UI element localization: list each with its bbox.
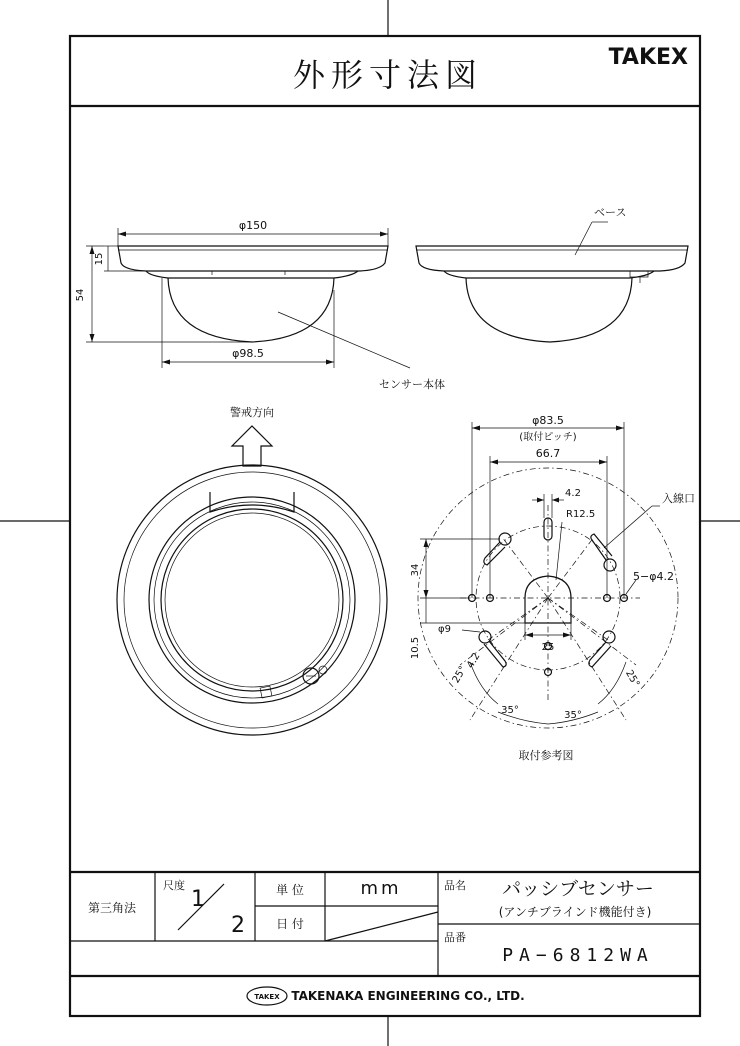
angle-35-left: 35° [501,705,519,716]
dim-25: 25 [541,642,555,653]
direction-arrow [232,426,272,466]
dim-dia-98-5: φ98.5 [232,347,264,360]
dim-4-2-top: 4.2 [565,488,581,499]
brand-logo: TAKEX [608,45,688,70]
page-title: 外形寸法図 [292,56,484,94]
dim-4-2-left: 4.2 [465,651,483,671]
dim-66-7: 66.7 [535,447,561,460]
projection-label: 第三角法 [87,901,137,915]
side-view-right [416,222,688,342]
mount-caption: 取付参考図 [518,749,574,762]
dim-radius: R12.5 [566,509,596,520]
date-label: 日 付 [276,917,304,931]
company-name: TAKENAKA ENGINEERING CO., LTD. [291,989,525,1003]
company-logo-text: TAKEX [254,993,280,1001]
side-view [75,219,410,368]
top-view [117,426,387,735]
unit-value: mm [360,878,402,899]
dim-54: 54 [75,288,86,302]
small-clip [260,686,272,698]
label-sensor-body: センサー本体 [379,378,445,391]
dim-15: 15 [94,252,105,266]
keyhole-upper-right [591,534,616,571]
product-number-label: 品番 [444,931,466,944]
angle-35-right: 35° [564,710,582,721]
scale-label: 尺度 [163,879,185,892]
keyhole-lower-right [589,631,615,667]
keyhole-lower-left [479,631,506,667]
direction-label: 警戒方向 [230,406,274,419]
product-number: PA−6812WA [502,945,654,966]
dim-pitch-note: (取付ピッチ) [519,432,577,443]
product-subtitle: (アンチブラインド機能付き) [498,905,652,919]
keyhole-upper-left [484,533,511,565]
scale-numerator: 1 [191,887,205,912]
scale-denominator: 2 [231,913,245,938]
company-logo [247,987,287,1005]
dim-34: 34 [410,563,421,577]
dim-pitch-dia: φ83.5 [532,414,564,427]
dim-10-5: 10.5 [410,636,421,660]
product-name: パッシブセンサー [502,878,654,900]
product-name-label: 品名 [444,879,466,892]
dim-holes: 5−φ4.2 [633,570,674,583]
dim-dia-150: φ150 [238,219,268,232]
label-base: ベース [594,206,627,219]
sheet-border [70,36,700,1016]
angle-25-left: 25° [450,664,470,686]
label-entry-port: 入線口 [662,492,695,505]
unit-label: 単 位 [276,883,304,897]
angle-25-right: 25° [622,668,642,690]
dim-phi-9: φ9 [438,624,451,635]
